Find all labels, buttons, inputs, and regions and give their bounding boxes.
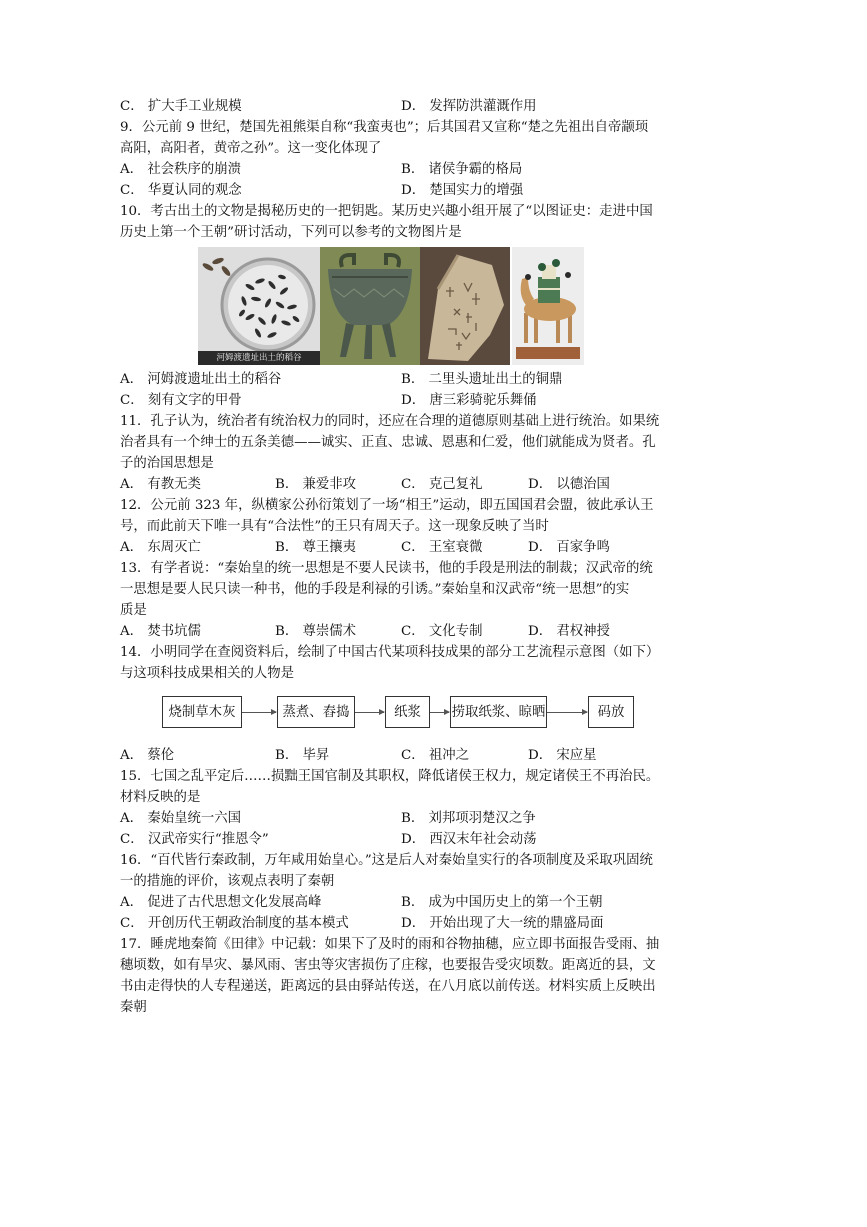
q9-option-d: D． 楚国实力的增强: [401, 183, 524, 198]
q11-stem-line: 11．孔子认为，统治者有统治权力的同时，还应在合理的道德原则基础上进行统治。如果统: [120, 414, 660, 429]
flow-step: 码放: [588, 696, 634, 728]
q15-option-d: D． 西汉末年社会动荡: [401, 832, 537, 847]
oracle-bone-image: [420, 247, 510, 365]
q16-stem-line: 一的措施的评价，该观点表明了秦朝: [120, 874, 335, 889]
q9-stem-line: 9．公元前 9 世纪，楚国先祖熊渠自称“我蛮夷也”；后其国君又宣称“楚之先祖出自帝颛顼: [120, 120, 649, 135]
q10-stem-line: 历史上第一个王朝”研讨活动，下列可以参考的文物图片是: [120, 225, 462, 240]
q16-option-b: B． 成为中国历史上的第一个王朝: [401, 895, 603, 910]
q11-option-d: D． 以德治国: [528, 477, 610, 492]
flow-step: 蒸煮、舂捣: [277, 696, 355, 728]
flow-arrow: [547, 712, 587, 713]
q12-option-d: D． 百家争鸣: [528, 540, 610, 555]
q14-stem-line: 与这项科技成果相关的人物是: [120, 666, 295, 681]
q15-option-b: B． 刘邦项羽楚汉之争: [401, 811, 536, 826]
q11-stem-line: 治者具有一个绅士的五条美德——诚实、正直、忠诚、恩惠和仁爱，他们就能成为贤者。孔: [120, 435, 656, 450]
rice-grain-image: [198, 247, 320, 365]
q14-stem-line: 14．小明同学在查阅资料后，绘制了中国古代某项科技成果的部分工艺流程示意图（如下）: [120, 645, 660, 660]
bronze-ding-image: [320, 247, 420, 365]
q11-option-a: A． 有教无类: [120, 477, 201, 492]
q10-option-b: B． 二里头遗址出土的铜鼎: [401, 372, 563, 387]
q14-option-b: B． 毕昇: [275, 748, 330, 763]
q14-option-a: A． 蔡伦: [120, 748, 175, 763]
option-c: C． 扩大手工业规模: [120, 99, 242, 114]
q17-stem-line: 书由走得快的人专程递送，距离远的县由驿站传送，在八月底以前传送。材料实质上反映出: [120, 979, 656, 994]
q10-option-a: A． 河姆渡遗址出土的稻谷: [120, 372, 282, 387]
flow-arrow: [242, 712, 276, 713]
q9-stem-line: 高阳，高阳者，黄帝之孙”。这一变化体现了: [120, 141, 382, 156]
q12-stem-line: 号，而此前天下唯一具有“合法性”的王只有周天子。这一现象反映了当时: [120, 519, 549, 534]
q13-option-a: A． 焚书坑儒: [120, 624, 201, 639]
q15-stem-line: 材料反映的是: [120, 790, 201, 805]
q11-stem-line: 子的治国思想是: [120, 456, 214, 471]
flow-step: 烧制草木灰: [162, 696, 242, 728]
q10-option-d: D． 唐三彩骑驼乐舞俑: [401, 393, 537, 408]
q12-option-b: B． 尊王攘夷: [275, 540, 357, 555]
q14-option-c: C． 祖冲之: [401, 748, 470, 763]
q10-option-c: C． 刻有文字的甲骨: [120, 393, 242, 408]
q9-option-c: C． 华夏认同的观念: [120, 183, 242, 198]
q16-option-c: C． 开创历代王朝政治制度的基本模式: [120, 916, 349, 931]
q13-stem-line: 质是: [120, 603, 147, 618]
q13-stem-line: 13．有学者说：“秦始皇的统一思想是不要人民读书，他的手段是刑法的制裁；汉武帝的统: [120, 561, 653, 576]
q9-option-a: A． 社会秩序的崩溃: [120, 162, 242, 177]
q16-option-d: D． 开始出现了大一统的鼎盛局面: [401, 916, 604, 931]
process-flow-diagram: [162, 696, 642, 732]
flow-arrow: [355, 712, 384, 713]
q17-stem-line: 穗顷数，如有旱灾、暴风雨、害虫等灾害损伤了庄稼，也要报告受灾顷数。距离近的县，文: [120, 958, 656, 973]
q12-stem-line: 12．公元前 323 年，纵横家公孙衍策划了一场“相王”运动，即五国国君会盟，彼此承认王: [120, 498, 654, 513]
q17-stem-line: 17．睡虎地秦简《田律》中记载：如果下了及时的雨和谷物抽穗，应立即书面报告受雨、抽: [120, 937, 660, 952]
q15-option-c: C． 汉武帝实行“推恩令”: [120, 832, 269, 847]
q16-stem-line: 16．“百代皆行秦政制，万年咸用始皇心。”这是后人对秦始皇实行的各项制度及采取巩固统: [120, 853, 653, 868]
q13-option-b: B． 尊崇儒术: [275, 624, 357, 639]
flow-step: 捞取纸浆、晾晒: [450, 696, 547, 728]
flow-step: 纸浆: [385, 696, 430, 728]
q11-option-c: C． 克己复礼: [401, 477, 483, 492]
q15-stem-line: 15．七国之乱平定后……损黜王国官制及其职权，降低诸侯王权力，规定诸侯王不再治民。: [120, 769, 660, 784]
q13-option-c: C． 文化专制: [401, 624, 483, 639]
q15-option-a: A． 秦始皇统一六国: [120, 811, 242, 826]
q17-stem-line: 秦朝: [120, 1000, 147, 1015]
camel-figurine-image: [512, 247, 584, 365]
q13-stem-line: 一思想是要人民只读一种书，他的手段是利禄的引诱。”秦始皇和汉武帝“统一思想”的实: [120, 582, 630, 597]
q12-option-c: C． 王室衰微: [401, 540, 483, 555]
q9-option-b: B． 诸侯争霸的格局: [401, 162, 523, 177]
q16-option-a: A． 促进了古代思想文化发展高峰: [120, 895, 322, 910]
q12-option-a: A． 东周灭亡: [120, 540, 201, 555]
rice-image-caption: 河姆渡遗址出土的稻谷: [216, 353, 302, 363]
q11-option-b: B． 兼爱非攻: [275, 477, 357, 492]
flow-arrow: [430, 712, 449, 713]
q13-option-d: D． 君权神授: [528, 624, 610, 639]
q14-option-d: D． 宋应星: [528, 748, 597, 763]
option-d: D． 发挥防洪灌溉作用: [401, 99, 537, 114]
q10-stem-line: 10．考古出土的文物是揭秘历史的一把钥匙。某历史兴趣小组开展了“以图证史：走进中国: [120, 204, 653, 219]
